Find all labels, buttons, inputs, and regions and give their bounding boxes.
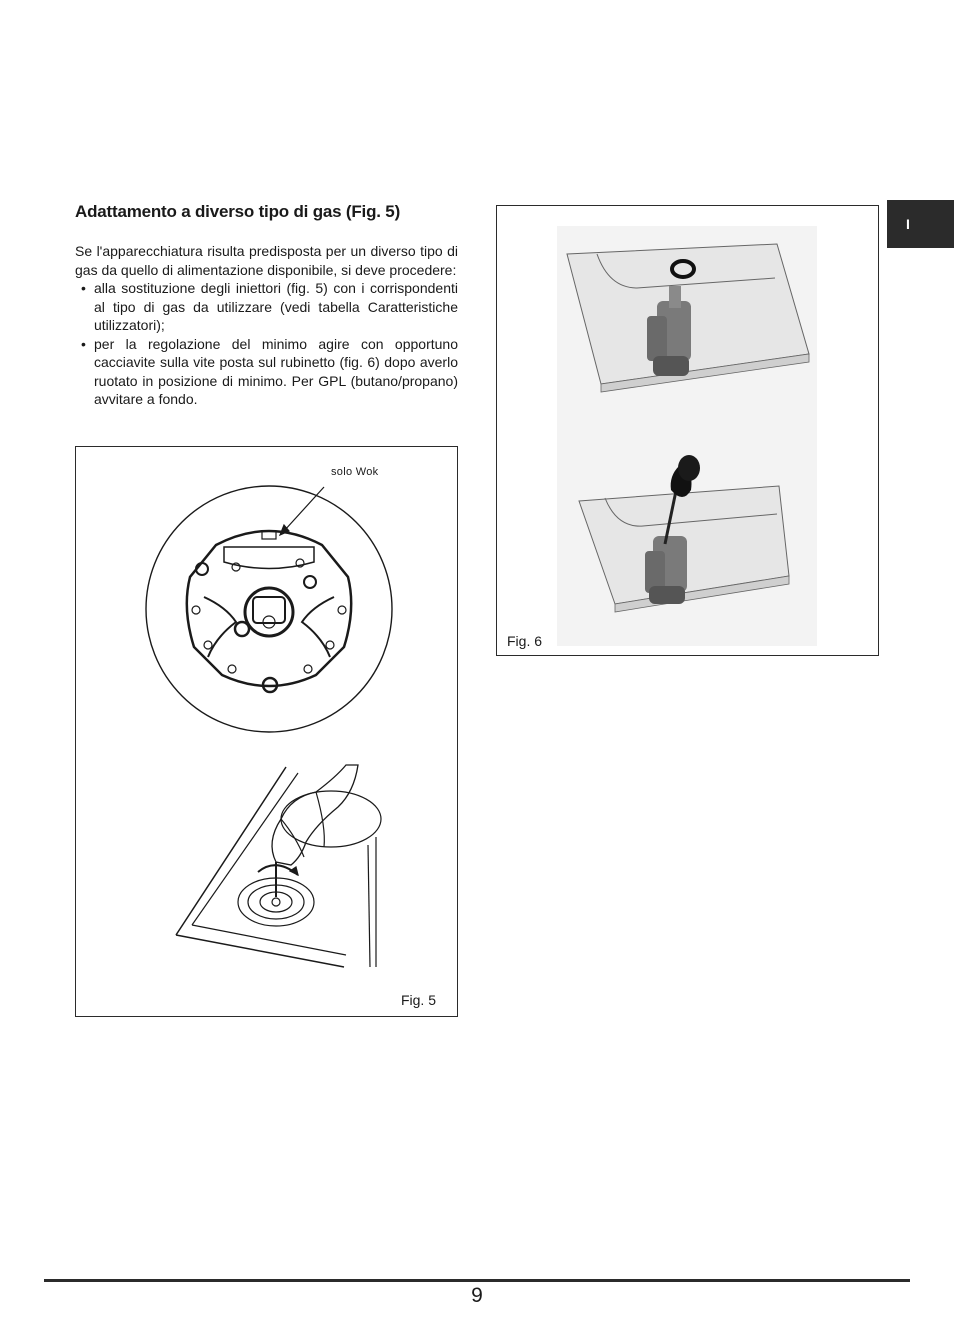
intro-paragraph: Se l'apparecchiatura risulta predisposta per un diverso tipo di gas da quello di alimentazione disponibile, si deve procedere: bbox=[75, 243, 458, 278]
section-title: Adattamento a diverso tipo di gas (Fig. 5) bbox=[75, 202, 401, 221]
page-number: 9 bbox=[471, 1284, 483, 1307]
list-item-text: alla sostituzione degli iniettori (fig. 5) con i corrispondenti al tipo di gas da utilizzare (vedi tabella Caratteristiche utilizzatori); bbox=[94, 280, 458, 333]
figure-5 bbox=[75, 446, 458, 1017]
instruction-list bbox=[75, 279, 458, 409]
gas-tap-illustration bbox=[497, 206, 878, 655]
language-tab-label: I bbox=[906, 216, 910, 232]
figure-caption: Fig. 5 bbox=[400, 992, 436, 1008]
language-tab bbox=[887, 200, 954, 248]
figure-6 bbox=[496, 205, 879, 656]
bullet-icon: • bbox=[81, 335, 86, 352]
figure-caption: Fig. 6 bbox=[507, 633, 543, 649]
bullet-icon: • bbox=[81, 280, 86, 296]
list-item-text: per la regolazione del minimo agire con opportuno cacciavite sulla vite posta sul rubinetto (fig. 6) dopo averlo ruotato in posizione di minimo. Per GPL (butano/propano) avvitare a fondo. bbox=[94, 335, 458, 407]
burner-illustration bbox=[76, 447, 457, 1016]
footer-divider bbox=[44, 1279, 910, 1282]
section-body bbox=[75, 242, 458, 409]
callout-label: solo Wok bbox=[331, 466, 379, 478]
list-item bbox=[75, 335, 458, 409]
list-item bbox=[75, 279, 458, 335]
